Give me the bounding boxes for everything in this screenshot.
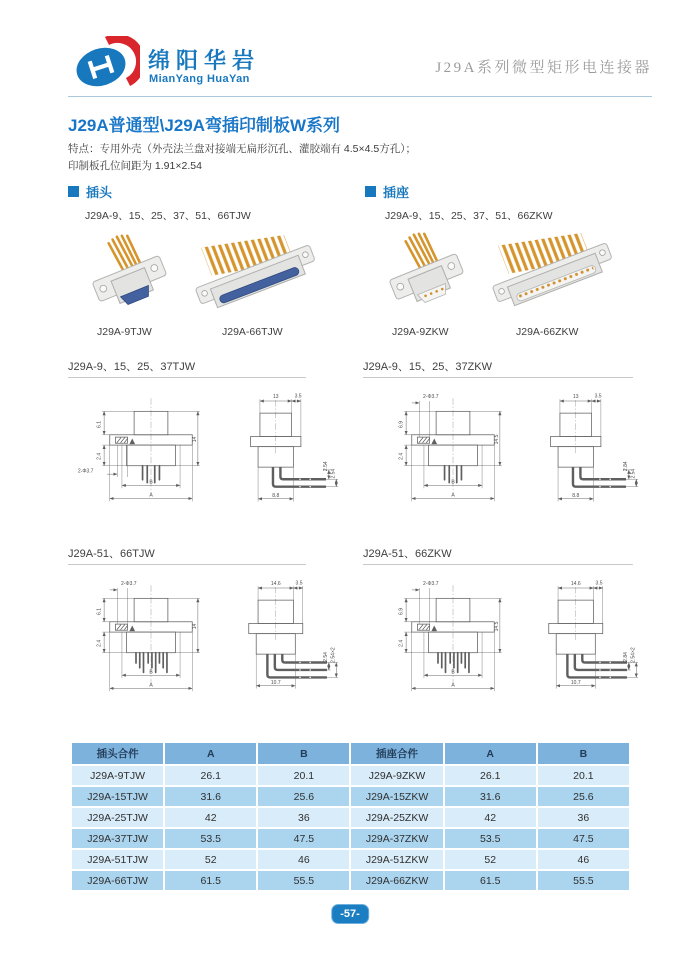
dim-label: 6.1: [96, 607, 103, 615]
table-cell: J29A-66ZKW: [350, 870, 443, 891]
dim-label: B: [451, 669, 455, 676]
table-cell: 42: [164, 807, 257, 828]
table-cell: 61.5: [444, 870, 537, 891]
drawing-title: J29A-51、66TJW: [68, 548, 155, 560]
dim-label: 2.54×2: [330, 647, 337, 663]
table-header-cell: A: [444, 742, 537, 765]
dimension-lines: [398, 394, 501, 501]
dim-label: 2.54: [322, 652, 329, 662]
table-cell: J29A-37ZKW: [350, 828, 443, 849]
product-image-9zkw: [385, 226, 469, 322]
section-plug-header: [68, 182, 112, 201]
connector-side-geometry: [549, 587, 627, 678]
table-header-cell: B: [537, 742, 630, 765]
table-header-cell: 插头合件: [71, 742, 164, 765]
connector-side-geometry: [551, 400, 626, 487]
feature-line-2: 印制板孔位间距为 1.91×2.54: [68, 160, 202, 172]
product-caption: J29A-9ZKW: [392, 326, 449, 338]
table-cell: J29A-15TJW: [71, 786, 164, 807]
product-caption: J29A-9TJW: [97, 326, 152, 338]
dim-label: 8.8: [272, 492, 280, 499]
dim-label: 2.84: [622, 652, 629, 662]
table-cell: 25.6: [257, 786, 350, 807]
dim-label: 8.8: [572, 492, 580, 499]
dim-label: 2.84: [622, 461, 629, 472]
dim-label: 14.6: [570, 581, 581, 588]
section-socket-label: 插座: [383, 185, 410, 200]
dim-label: 2.54: [322, 461, 329, 472]
drawing-divider: [363, 377, 633, 378]
table-cell: 26.1: [444, 765, 537, 786]
table-cell: J29A-66TJW: [71, 870, 164, 891]
table-cell: 47.5: [257, 828, 350, 849]
table-cell: 55.5: [537, 870, 630, 891]
dim-label: 2.54: [330, 468, 337, 479]
connector-side-geometry: [249, 587, 327, 678]
table-cell: 52: [164, 849, 257, 870]
product-image-9tjw: [88, 228, 172, 324]
dim-label: A: [149, 492, 153, 499]
dim-label: A: [451, 682, 455, 689]
table-row: [71, 828, 630, 849]
product-caption: J29A-66TJW: [222, 326, 283, 338]
table-cell: 47.5: [537, 828, 630, 849]
socket-models-line: J29A-9、15、25、37、51、66ZKW: [385, 210, 553, 222]
front-view-drawing-1: [76, 386, 226, 522]
table-cell: 46: [257, 849, 350, 870]
plug-models-line: J29A-9、15、25、37、51、66TJW: [85, 210, 251, 222]
table-cell: J29A-37TJW: [71, 828, 164, 849]
dimension-lines: [558, 393, 638, 501]
dim-label: A: [451, 492, 455, 499]
table-header-cell: 插座合件: [350, 742, 443, 765]
table-row: [71, 870, 630, 891]
dim-label: 6.9: [398, 420, 405, 428]
plug-square-icon: [68, 186, 79, 197]
dim-label: 14: [192, 436, 198, 443]
side-view-drawing-4: [530, 575, 642, 710]
dim-label: 14: [192, 623, 198, 630]
dimension-lines: [96, 581, 199, 691]
table-cell: J29A-15ZKW: [350, 786, 443, 807]
dim-label: 6.1: [96, 420, 103, 428]
dim-label: 2.4: [96, 639, 103, 647]
drawing-divider: [68, 377, 306, 378]
table-cell: 55.5: [257, 870, 350, 891]
dim-label: B: [149, 479, 153, 486]
table-cell: J29A-51TJW: [71, 849, 164, 870]
table-cell: 26.1: [164, 765, 257, 786]
dim-label: A: [149, 682, 153, 689]
dim-label: 2.4: [96, 452, 103, 460]
dimension-lines: [398, 581, 501, 691]
dim-label: B: [451, 479, 455, 486]
dim-label: 3.5: [595, 580, 603, 587]
brand-name-cn: 绵阳华岩: [148, 48, 261, 73]
table-cell: J29A-9ZKW: [350, 765, 443, 786]
table-cell: 61.5: [164, 870, 257, 891]
table-cell: 20.1: [257, 765, 350, 786]
drawing-divider: [68, 564, 306, 565]
table-cell: 36: [537, 807, 630, 828]
table-row: [71, 849, 630, 870]
connector-side-geometry: [251, 400, 326, 487]
table-header-row: [71, 742, 630, 765]
table-cell: J29A-51ZKW: [350, 849, 443, 870]
table-cell: 31.6: [164, 786, 257, 807]
page-title: J29A普通型\J29A弯插印制板W系列: [68, 116, 341, 135]
section-plug-label: 插头: [86, 185, 113, 200]
table-row: [71, 807, 630, 828]
dim-label: 13: [272, 394, 279, 401]
table-cell: 53.5: [164, 828, 257, 849]
doc-title: J29A系列微型矩形电连接器: [435, 60, 652, 76]
dim-label: 2-Φ3.7: [423, 394, 439, 401]
table-cell: 52: [444, 849, 537, 870]
table-header-cell: A: [164, 742, 257, 765]
dim-label: 13: [572, 394, 579, 401]
side-view-drawing-2: [530, 388, 642, 523]
front-view-drawing-2: [378, 386, 528, 522]
dim-label: 2.54: [630, 468, 637, 479]
table-cell: J29A-9TJW: [71, 765, 164, 786]
table-cell: 42: [444, 807, 537, 828]
drawing-title: J29A-9、15、25、37TJW: [68, 361, 196, 373]
brand-name-en: MianYang HuaYan: [149, 73, 250, 85]
dim-label: 10.7: [270, 679, 281, 686]
table-cell: J29A-25TJW: [71, 807, 164, 828]
table-header-cell: B: [257, 742, 350, 765]
table-cell: J29A-25ZKW: [350, 807, 443, 828]
front-view-drawing-4: [378, 573, 528, 709]
dimension-lines: [258, 393, 338, 501]
dim-label: 14.6: [270, 581, 281, 588]
side-view-drawing-1: [230, 388, 342, 523]
table-cell: 31.6: [444, 786, 537, 807]
dim-label: 3.5: [295, 580, 303, 587]
dim-label: 2-Φ3.7: [423, 581, 439, 588]
table-row: [71, 765, 630, 786]
product-caption: J29A-66ZKW: [516, 326, 579, 338]
drawing-title: J29A-51、66ZKW: [363, 548, 452, 560]
side-view-drawing-3: [230, 575, 342, 710]
dim-label: 6.9: [398, 607, 405, 615]
dim-label: 2-Φ3.7: [77, 468, 94, 475]
dim-label: 2.4: [398, 639, 405, 647]
drawing-divider: [363, 564, 633, 565]
header-divider: [68, 96, 652, 97]
dim-label: 14.5: [494, 621, 500, 632]
table-cell: 53.5: [444, 828, 537, 849]
dim-label: 2.54×2: [630, 647, 637, 663]
brand-logo-icon: [74, 36, 140, 94]
table-cell: 36: [257, 807, 350, 828]
dim-label: 14.5: [494, 434, 500, 445]
product-image-66tjw: [190, 216, 320, 326]
spec-table: [70, 741, 631, 892]
dim-label: 3.5: [294, 393, 302, 400]
dim-label: 2-Φ3.7: [121, 581, 137, 588]
table-cell: 20.1: [537, 765, 630, 786]
drawing-title: J29A-9、15、25、37ZKW: [363, 361, 492, 373]
table-cell: 25.6: [537, 786, 630, 807]
dim-label: 10.7: [570, 679, 581, 686]
table-cell: 46: [537, 849, 630, 870]
dimension-lines: [78, 411, 200, 501]
product-image-66zkw: [487, 214, 617, 324]
socket-square-icon: [365, 186, 376, 197]
dim-label: 3.5: [594, 393, 602, 400]
front-view-drawing-3: [76, 573, 226, 709]
section-socket-header: [365, 182, 409, 201]
table-row: [71, 786, 630, 807]
feature-line-1: 特点：专用外壳（外壳法兰盘对接端无扁形沉孔、灌胶端有 4.5×4.5方孔）；: [68, 143, 416, 155]
dim-label: B: [149, 669, 153, 676]
page-number-badge: -57-: [331, 904, 369, 924]
dim-label: 2.4: [398, 452, 405, 460]
